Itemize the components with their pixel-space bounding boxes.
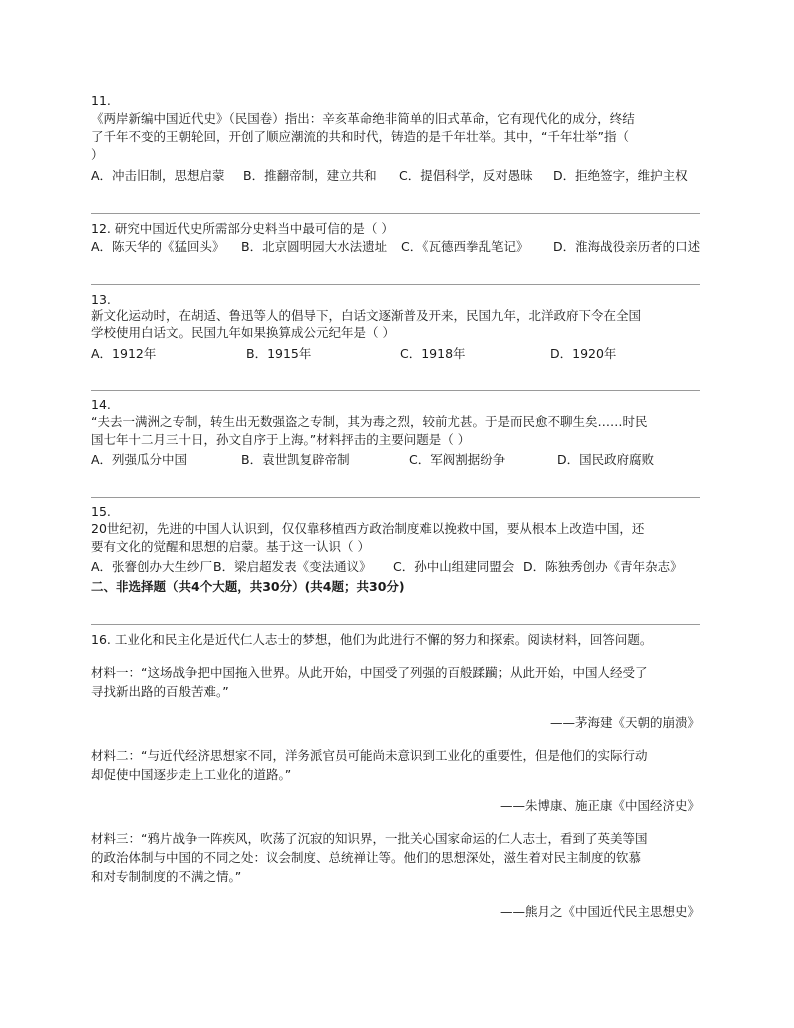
q12-option-b[interactable]: B．北京圆明园大水法遗址 — [241, 239, 388, 254]
material-3-source: ——熊月之《中国近代民主思想史》 — [499, 904, 700, 919]
q11-option-d[interactable]: D．拒绝签字，维护主权 — [553, 168, 688, 183]
q16-stem: 16. 工业化和民主化是近代仁人志士的梦想，他们为此进行不懈的努力和探索。阅读材料，回答问题。 — [91, 632, 653, 647]
q14-stem-line-2: 国七年十二月三十日，孙文自序于上海。”材料抨击的主要问题是（ ） — [91, 432, 471, 447]
divider — [91, 624, 700, 625]
material-3-line-3: 和对专制制度的不满之情。” — [91, 869, 242, 884]
q15-option-c[interactable]: C．孙中山组建同盟会 — [393, 559, 515, 574]
material-2-line-2: 却促使中国逐步走上工业化的道路。” — [91, 767, 292, 782]
q14-option-d[interactable]: D．国民政府腐败 — [557, 452, 655, 467]
material-1-source: ——茅海建《天朝的崩溃》 — [549, 715, 700, 730]
divider — [91, 390, 700, 391]
q13-option-d[interactable]: D．1920年 — [550, 346, 617, 361]
q12-option-a[interactable]: A．陈天华的《猛回头》 — [91, 239, 225, 254]
q11-option-b[interactable]: B．推翻帝制，建立共和 — [243, 168, 377, 183]
q15-option-a[interactable]: A．张謇创办大生纱厂 — [91, 559, 213, 574]
material-2-line-1: 材料二：“与近代经济思想家不同，洋务派官员可能尚未意识到工业化的重要性，但是他们的实际行动 — [91, 748, 648, 763]
divider — [91, 497, 700, 498]
q15-option-b[interactable]: B．梁启超发表《变法通议》 — [213, 559, 372, 574]
q11-stem-line-3: ） — [91, 147, 104, 162]
q15-stem-line-1: 20世纪初，先进的中国人认识到，仅仅靠移植西方政治制度难以挽救中国，要从根本上改造中国，还 — [91, 521, 645, 536]
q13-option-c[interactable]: C．1918年 — [400, 346, 466, 361]
q11-stem-line-2: 了千年不变的王朝轮回，开创了顺应潮流的共和时代，铸造的是千年壮举。其中，“千年壮举”指（ — [91, 129, 629, 144]
q15-stem-line-2: 要有文化的觉醒和思想的启蒙。基于这一认识（ ） — [91, 539, 370, 554]
q14-stem-line-1: “夫去一满洲之专制，转生出无数强盗之专制，其为毒之烈，较前尤甚。于是而民愈不聊生矣……时民 — [91, 414, 648, 429]
q11-stem-line-1: 《两岸新编中国近代史》（民国卷）指出：辛亥革命绝非简单的旧式革命，它有现代化的成分，终结 — [91, 111, 635, 126]
q11-option-c[interactable]: C．提倡科学，反对愚昧 — [399, 168, 533, 183]
q14-option-c[interactable]: C．军阀割据纷争 — [409, 452, 506, 467]
q12-option-d[interactable]: D．淮海战役亲历者的口述 — [553, 239, 701, 254]
q12-stem: 12. 研究中国近代史所需部分史料当中最可信的是（ ） — [91, 221, 394, 236]
q13-option-b[interactable]: B．1915年 — [246, 346, 312, 361]
q14-option-b[interactable]: B．袁世凯复辟帝制 — [241, 452, 350, 467]
q15-number: 15. — [91, 504, 111, 519]
material-1-line-2: 寻找新出路的百般苦难。” — [91, 684, 229, 699]
divider — [91, 213, 700, 214]
q11-number: 11. — [91, 93, 111, 108]
q11-option-a[interactable]: A．冲击旧制，思想启蒙 — [91, 168, 225, 183]
section-heading: 二、非选择题（共4个大题，共30分）(共4题；共30分) — [91, 579, 405, 594]
divider — [91, 284, 700, 285]
q12-option-c[interactable]: C．《瓦德西拳乱笔记》 — [401, 239, 529, 254]
q13-stem-line-1: 新文化运动时，在胡适、鲁迅等人的倡导下，白话文逐渐普及开来，民国九年，北洋政府下令在全国 — [91, 308, 642, 323]
material-3-line-2: 的政治体制与中国的不同之处：议会制度、总统禅让等。他们的思想深处，滋生着对民主制度的钦慕 — [91, 850, 642, 865]
q15-option-d[interactable]: D．陈独秀创办《青年杂志》 — [523, 559, 683, 574]
q14-number: 14. — [91, 397, 111, 412]
q13-option-a[interactable]: A．1912年 — [91, 346, 157, 361]
q13-stem-line-2: 学校使用白话文。民国九年如果换算成公元纪年是（ ） — [91, 325, 395, 340]
q13-number: 13. — [91, 292, 111, 307]
material-2-source: ——朱博康、施正康《中国经济史》 — [499, 798, 700, 813]
material-3-line-1: 材料三：“鸦片战争一阵疾风，吹荡了沉寂的知识界，一批关心国家命运的仁人志士，看到了英美等国 — [91, 831, 648, 846]
material-1-line-1: 材料一：“这场战争把中国拖入世界。从此开始，中国受了列强的百般蹂躏；从此开始，中国人经受了 — [91, 665, 648, 680]
q14-option-a[interactable]: A．列强瓜分中国 — [91, 452, 188, 467]
